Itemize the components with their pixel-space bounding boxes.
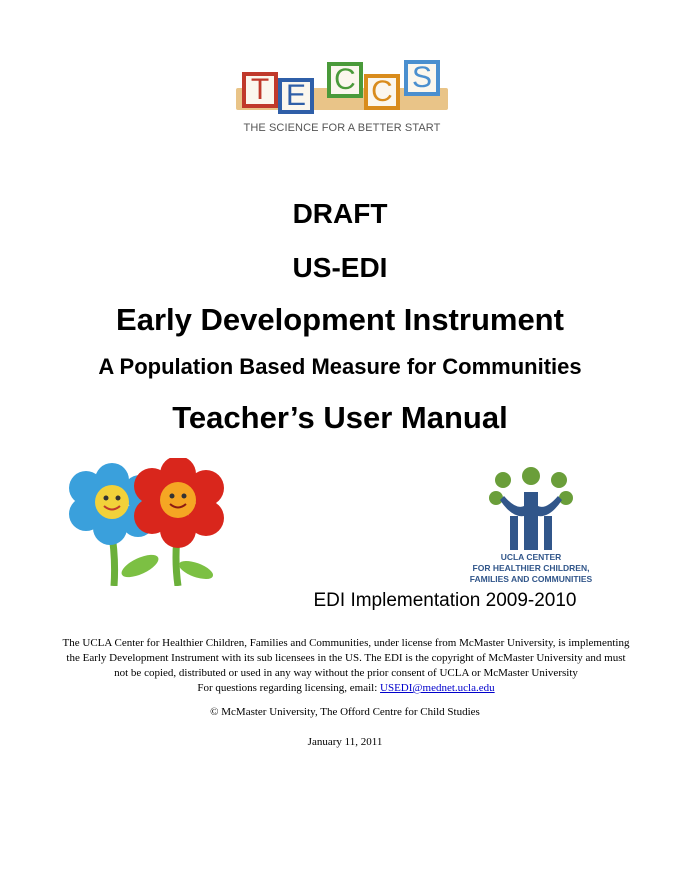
logo-block-e: E	[278, 78, 314, 114]
license-contact	[56, 681, 636, 696]
ucla-logo-line3: FAMILIES AND COMMUNITIES	[469, 574, 593, 584]
instrument-code: US-EDI	[292, 252, 388, 283]
teccs-logo	[232, 58, 452, 140]
ucla-logo-text	[462, 552, 600, 585]
implementation-period: EDI Implementation 2009-2010	[313, 590, 577, 611]
contact-prefix: For questions regarding licensing, email:	[197, 682, 381, 694]
instrument-subtitle: A Population Based Measure for Communities	[98, 354, 582, 379]
license-line2: the Early Development Instrument with its sub licensees in the US. The EDI is the copyright of McMaster University and must	[66, 652, 626, 664]
logo-tagline: THE SCIENCE FOR A BETTER START	[243, 122, 441, 134]
logo-block-c1: C	[327, 62, 363, 98]
draft-label: DRAFT	[292, 198, 388, 229]
license-line3: not be copied, distributed or used in any way without the prior consent of UCLA or McMaster University	[114, 667, 578, 679]
logo-block-s: S	[404, 60, 440, 96]
license-notice	[56, 636, 636, 696]
ucla-logo-line2: FOR HEALTHIER CHILDREN,	[472, 563, 590, 573]
tree-icon	[462, 466, 600, 552]
flowers-illustration	[56, 458, 240, 586]
copyright-notice: © McMaster University, The Offord Centre for Child Studies	[210, 706, 480, 718]
logo-block-t: T	[242, 72, 278, 108]
instrument-name: Early Development Instrument	[116, 302, 564, 337]
document-date: January 11, 2011	[307, 736, 383, 748]
email-link[interactable]: USEDI@mednet.ucla.edu	[380, 682, 495, 694]
manual-title: Teacher’s User Manual	[172, 400, 508, 435]
license-line1: The UCLA Center for Healthier Children, Families and Communities, under license from McMaster University, is implementing	[62, 637, 630, 649]
logo-block-c2: C	[364, 74, 400, 110]
ucla-center-logo	[462, 466, 600, 586]
ucla-logo-line1: UCLA CENTER	[500, 552, 562, 562]
